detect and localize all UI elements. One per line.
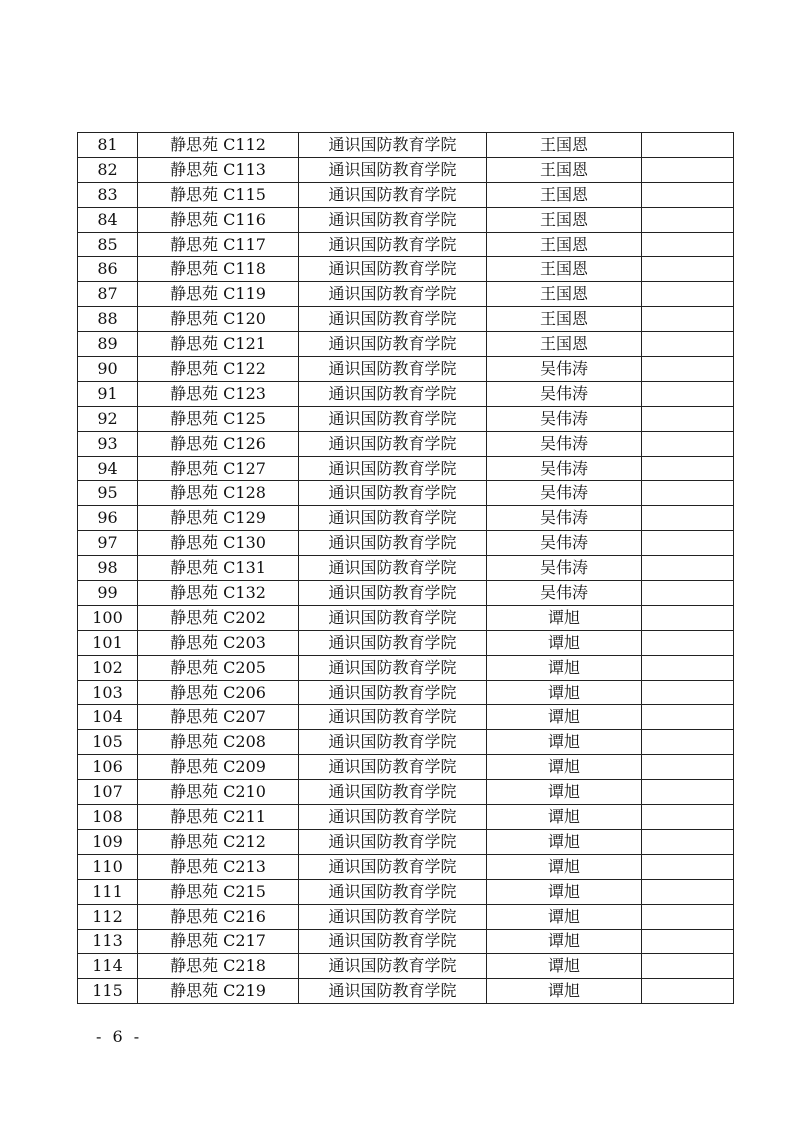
table-row: [78, 680, 734, 705]
college-cell: 通识国防教育学院: [299, 655, 487, 680]
table-row: [78, 157, 734, 182]
row-number-cell: 112: [78, 904, 138, 929]
college-cell: 通识国防教育学院: [299, 929, 487, 954]
note-cell: [642, 506, 734, 531]
row-number-cell: 113: [78, 929, 138, 954]
person-in-charge-cell: 谭旭: [487, 904, 642, 929]
person-in-charge-cell: 吴伟涛: [487, 406, 642, 431]
note-cell: [642, 581, 734, 606]
note-cell: [642, 282, 734, 307]
person-in-charge-cell: 谭旭: [487, 829, 642, 854]
table-row: [78, 581, 734, 606]
college-cell: 通识国防教育学院: [299, 954, 487, 979]
row-number-cell: 100: [78, 605, 138, 630]
note-cell: [642, 904, 734, 929]
note-cell: [642, 630, 734, 655]
person-in-charge-cell: 谭旭: [487, 655, 642, 680]
college-cell: 通识国防教育学院: [299, 979, 487, 1004]
table-row: [78, 705, 734, 730]
room-cell: 静思苑 C210: [138, 780, 299, 805]
note-cell: [642, 680, 734, 705]
college-cell: 通识国防教育学院: [299, 879, 487, 904]
note-cell: [642, 755, 734, 780]
row-number-cell: 95: [78, 481, 138, 506]
person-in-charge-cell: 谭旭: [487, 730, 642, 755]
college-cell: 通识国防教育学院: [299, 357, 487, 382]
table-row: [78, 381, 734, 406]
college-cell: 通识国防教育学院: [299, 531, 487, 556]
person-in-charge-cell: 谭旭: [487, 780, 642, 805]
person-in-charge-cell: 吴伟涛: [487, 456, 642, 481]
row-number-cell: 98: [78, 556, 138, 581]
college-cell: 通识国防教育学院: [299, 904, 487, 929]
note-cell: [642, 979, 734, 1004]
row-number-cell: 110: [78, 854, 138, 879]
row-number-cell: 96: [78, 506, 138, 531]
row-number-cell: 88: [78, 307, 138, 332]
table-row: [78, 357, 734, 382]
table-row: [78, 780, 734, 805]
college-cell: 通识国防教育学院: [299, 182, 487, 207]
college-cell: 通识国防教育学院: [299, 157, 487, 182]
college-cell: 通识国防教育学院: [299, 556, 487, 581]
note-cell: [642, 182, 734, 207]
row-number-cell: 104: [78, 705, 138, 730]
room-cell: 静思苑 C205: [138, 655, 299, 680]
person-in-charge-cell: 谭旭: [487, 805, 642, 830]
room-cell: 静思苑 C217: [138, 929, 299, 954]
table-row: [78, 481, 734, 506]
room-cell: 静思苑 C212: [138, 829, 299, 854]
note-cell: [642, 730, 734, 755]
room-cell: 静思苑 C216: [138, 904, 299, 929]
college-cell: 通识国防教育学院: [299, 381, 487, 406]
room-cell: 静思苑 C125: [138, 406, 299, 431]
row-number-cell: 91: [78, 381, 138, 406]
college-cell: 通识国防教育学院: [299, 456, 487, 481]
room-cell: 静思苑 C121: [138, 332, 299, 357]
room-cell: 静思苑 C218: [138, 954, 299, 979]
row-number-cell: 90: [78, 357, 138, 382]
table-row: [78, 730, 734, 755]
row-number-cell: 94: [78, 456, 138, 481]
note-cell: [642, 829, 734, 854]
note-cell: [642, 307, 734, 332]
college-cell: 通识国防教育学院: [299, 854, 487, 879]
person-in-charge-cell: 谭旭: [487, 630, 642, 655]
college-cell: 通识国防教育学院: [299, 481, 487, 506]
note-cell: [642, 805, 734, 830]
room-cell: 静思苑 C127: [138, 456, 299, 481]
row-number-cell: 115: [78, 979, 138, 1004]
page-number: - 6 -: [96, 1027, 143, 1046]
room-cell: 静思苑 C211: [138, 805, 299, 830]
row-number-cell: 103: [78, 680, 138, 705]
person-in-charge-cell: 谭旭: [487, 605, 642, 630]
person-in-charge-cell: 王国恩: [487, 307, 642, 332]
row-number-cell: 89: [78, 332, 138, 357]
person-in-charge-cell: 王国恩: [487, 157, 642, 182]
table-row: [78, 929, 734, 954]
college-cell: 通识国防教育学院: [299, 431, 487, 456]
table-row: [78, 605, 734, 630]
person-in-charge-cell: 谭旭: [487, 979, 642, 1004]
room-cell: 静思苑 C115: [138, 182, 299, 207]
table-row: [78, 232, 734, 257]
room-cell: 静思苑 C117: [138, 232, 299, 257]
row-number-cell: 107: [78, 780, 138, 805]
row-number-cell: 83: [78, 182, 138, 207]
college-cell: 通识国防教育学院: [299, 307, 487, 332]
room-cell: 静思苑 C208: [138, 730, 299, 755]
room-cell: 静思苑 C116: [138, 207, 299, 232]
person-in-charge-cell: 谭旭: [487, 755, 642, 780]
row-number-cell: 85: [78, 232, 138, 257]
person-in-charge-cell: 王国恩: [487, 207, 642, 232]
person-in-charge-cell: 谭旭: [487, 954, 642, 979]
room-assignment-table: [77, 132, 734, 1004]
table-row: [78, 979, 734, 1004]
room-cell: 静思苑 C207: [138, 705, 299, 730]
college-cell: 通识国防教育学院: [299, 332, 487, 357]
college-cell: 通识国防教育学院: [299, 506, 487, 531]
room-cell: 静思苑 C213: [138, 854, 299, 879]
person-in-charge-cell: 吴伟涛: [487, 357, 642, 382]
note-cell: [642, 929, 734, 954]
note-cell: [642, 406, 734, 431]
note-cell: [642, 531, 734, 556]
table-row: [78, 406, 734, 431]
room-cell: 静思苑 C129: [138, 506, 299, 531]
note-cell: [642, 556, 734, 581]
person-in-charge-cell: 吴伟涛: [487, 506, 642, 531]
note-cell: [642, 157, 734, 182]
note-cell: [642, 481, 734, 506]
note-cell: [642, 456, 734, 481]
college-cell: 通识国防教育学院: [299, 705, 487, 730]
person-in-charge-cell: 吴伟涛: [487, 581, 642, 606]
row-number-cell: 105: [78, 730, 138, 755]
room-cell: 静思苑 C128: [138, 481, 299, 506]
person-in-charge-cell: 王国恩: [487, 133, 642, 158]
table-row: [78, 531, 734, 556]
college-cell: 通识国防教育学院: [299, 730, 487, 755]
row-number-cell: 102: [78, 655, 138, 680]
table-row: [78, 307, 734, 332]
table-row: [78, 556, 734, 581]
note-cell: [642, 381, 734, 406]
note-cell: [642, 332, 734, 357]
table-row: [78, 257, 734, 282]
row-number-cell: 99: [78, 581, 138, 606]
note-cell: [642, 232, 734, 257]
row-number-cell: 81: [78, 133, 138, 158]
note-cell: [642, 879, 734, 904]
person-in-charge-cell: 王国恩: [487, 257, 642, 282]
note-cell: [642, 133, 734, 158]
college-cell: 通识国防教育学院: [299, 755, 487, 780]
note-cell: [642, 854, 734, 879]
table-row: [78, 904, 734, 929]
note-cell: [642, 357, 734, 382]
note-cell: [642, 257, 734, 282]
note-cell: [642, 431, 734, 456]
table-row: [78, 655, 734, 680]
row-number-cell: 108: [78, 805, 138, 830]
college-cell: 通识国防教育学院: [299, 780, 487, 805]
person-in-charge-cell: 王国恩: [487, 182, 642, 207]
room-cell: 静思苑 C118: [138, 257, 299, 282]
person-in-charge-cell: 谭旭: [487, 854, 642, 879]
person-in-charge-cell: 王国恩: [487, 232, 642, 257]
college-cell: 通识国防教育学院: [299, 605, 487, 630]
college-cell: 通识国防教育学院: [299, 805, 487, 830]
person-in-charge-cell: 王国恩: [487, 282, 642, 307]
table-row: [78, 805, 734, 830]
room-cell: 静思苑 C126: [138, 431, 299, 456]
room-cell: 静思苑 C132: [138, 581, 299, 606]
table-row: [78, 182, 734, 207]
college-cell: 通识国防教育学院: [299, 680, 487, 705]
row-number-cell: 106: [78, 755, 138, 780]
college-cell: 通识国防教育学院: [299, 581, 487, 606]
row-number-cell: 111: [78, 879, 138, 904]
table-body: [78, 133, 734, 1004]
table-row: [78, 879, 734, 904]
note-cell: [642, 705, 734, 730]
person-in-charge-cell: 谭旭: [487, 929, 642, 954]
note-cell: [642, 605, 734, 630]
room-cell: 静思苑 C219: [138, 979, 299, 1004]
college-cell: 通识国防教育学院: [299, 133, 487, 158]
college-cell: 通识国防教育学院: [299, 257, 487, 282]
row-number-cell: 92: [78, 406, 138, 431]
table-row: [78, 282, 734, 307]
table-row: [78, 506, 734, 531]
room-cell: 静思苑 C209: [138, 755, 299, 780]
person-in-charge-cell: 吴伟涛: [487, 481, 642, 506]
row-number-cell: 82: [78, 157, 138, 182]
row-number-cell: 93: [78, 431, 138, 456]
table-row: [78, 332, 734, 357]
room-cell: 静思苑 C203: [138, 630, 299, 655]
college-cell: 通识国防教育学院: [299, 406, 487, 431]
note-cell: [642, 207, 734, 232]
college-cell: 通识国防教育学院: [299, 232, 487, 257]
row-number-cell: 97: [78, 531, 138, 556]
person-in-charge-cell: 吴伟涛: [487, 381, 642, 406]
row-number-cell: 101: [78, 630, 138, 655]
college-cell: 通识国防教育学院: [299, 282, 487, 307]
college-cell: 通识国防教育学院: [299, 207, 487, 232]
row-number-cell: 109: [78, 829, 138, 854]
table-row: [78, 133, 734, 158]
person-in-charge-cell: 王国恩: [487, 332, 642, 357]
row-number-cell: 86: [78, 257, 138, 282]
person-in-charge-cell: 谭旭: [487, 680, 642, 705]
person-in-charge-cell: 吴伟涛: [487, 431, 642, 456]
row-number-cell: 87: [78, 282, 138, 307]
table-row: [78, 630, 734, 655]
row-number-cell: 84: [78, 207, 138, 232]
room-cell: 静思苑 C113: [138, 157, 299, 182]
room-cell: 静思苑 C206: [138, 680, 299, 705]
table-row: [78, 431, 734, 456]
room-cell: 静思苑 C130: [138, 531, 299, 556]
note-cell: [642, 954, 734, 979]
table-row: [78, 755, 734, 780]
person-in-charge-cell: 谭旭: [487, 705, 642, 730]
person-in-charge-cell: 吴伟涛: [487, 531, 642, 556]
row-number-cell: 114: [78, 954, 138, 979]
table-row: [78, 829, 734, 854]
table-row: [78, 854, 734, 879]
table-row: [78, 207, 734, 232]
room-cell: 静思苑 C120: [138, 307, 299, 332]
room-cell: 静思苑 C119: [138, 282, 299, 307]
table-row: [78, 954, 734, 979]
room-cell: 静思苑 C112: [138, 133, 299, 158]
room-cell: 静思苑 C215: [138, 879, 299, 904]
room-cell: 静思苑 C131: [138, 556, 299, 581]
room-cell: 静思苑 C123: [138, 381, 299, 406]
college-cell: 通识国防教育学院: [299, 829, 487, 854]
college-cell: 通识国防教育学院: [299, 630, 487, 655]
person-in-charge-cell: 吴伟涛: [487, 556, 642, 581]
room-cell: 静思苑 C202: [138, 605, 299, 630]
note-cell: [642, 655, 734, 680]
note-cell: [642, 780, 734, 805]
table-row: [78, 456, 734, 481]
person-in-charge-cell: 谭旭: [487, 879, 642, 904]
room-cell: 静思苑 C122: [138, 357, 299, 382]
